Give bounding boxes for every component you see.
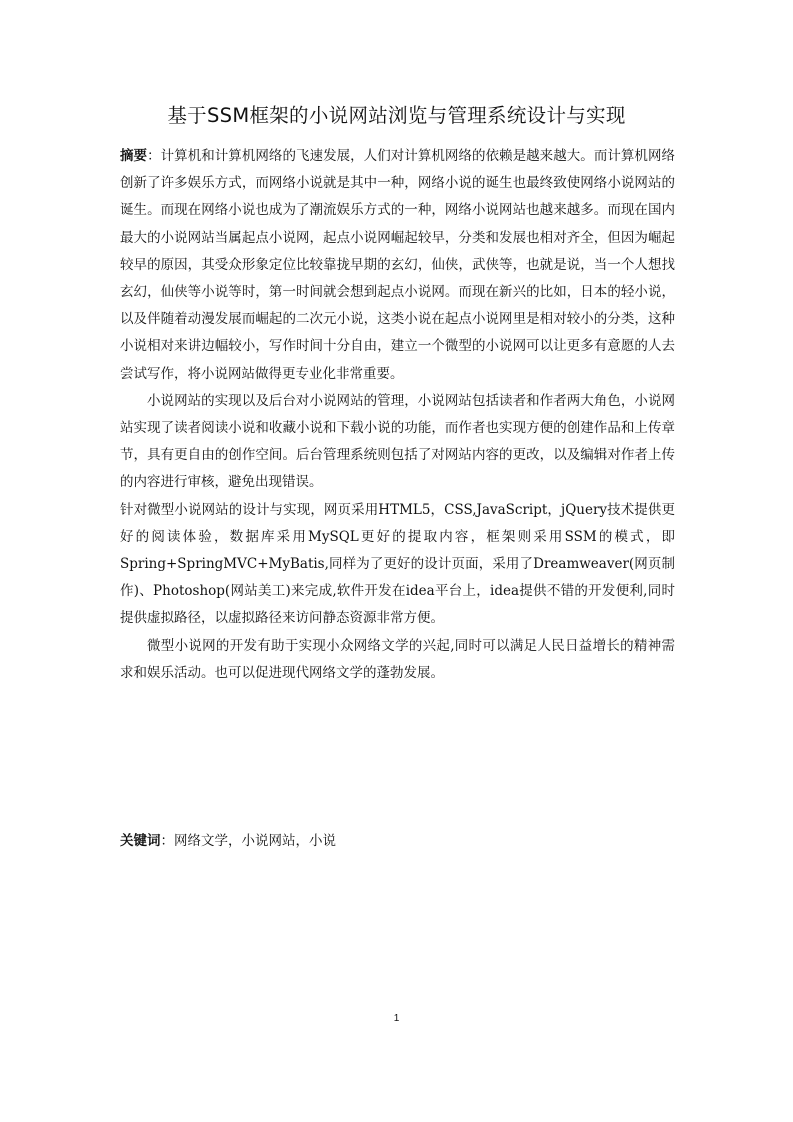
keywords-line [120, 828, 675, 855]
abstract-paragraph-2: 小说网站的实现以及后台对小说网站的管理，小说网站包括读者和作者两大角色，小说网站实现了读者阅读小说和收藏小说和下载小说的功能，而作者也实现方便的创建作品和上传章节，具有更自由的创作空间。后台管理系统则包括了对网站内容的更改，以及编辑对作者上传的内容进行审核，避免出现错误。 [120, 392, 675, 491]
abstract-label: 摘要 [120, 148, 148, 164]
paper-title: 基于SSM框架的小说网站浏览与管理系统设计与实现 [167, 104, 626, 127]
abstract-paragraph-1 [120, 143, 675, 388]
keywords-text: ：网络文学，小说网站，小说 [160, 833, 336, 849]
page-number: 1 [393, 1013, 400, 1024]
abstract-paragraph-1-text: ：计算机和计算机网络的飞速发展，人们对计算机网络的依赖是越来越大。而计算机网络创新了许多娱乐方式，而网络小说就是其中一种，网络小说的诞生也最终致使网络小说网站的诞生。而现在网络小说也成为了潮流娱乐方式的一种，网络小说网站也越来越多。而现在国内最大的小说网站当属起点小说网，起点小说网崛起较早，分类和发展也相对齐全，但因为崛起较早的原因，其受众形象定位比较靠拢早期的玄幻，仙侠，武侠等，也就是说，当一个人想找玄幻，仙侠等小说等时，第一时间就会想到起点小说网。而现在新兴的比如，日本的轻小说，以及伴随着动漫发展而崛起的二次元小说，这类小说在起点小说网里是相对较小的分类，这种小说相对来讲边幅较小，写作时间十分自由，建立一个微型的小说网可以让更多有意愿的人去尝试写作，将小说网站做得更专业化非常重要。 [120, 148, 676, 382]
keywords-label: 关键词 [120, 833, 161, 849]
abstract-section [120, 143, 675, 687]
abstract-paragraph-4: 微型小说网的开发有助于实现小众网络文学的兴起,同时可以满足人民日益增长的精神需求和娱乐活动。也可以促进现代网络文学的蓬勃发展。 [120, 637, 675, 681]
abstract-paragraph-3: 针对微型小说网站的设计与实现，网页采用HTML5，CSS,JavaScript，jQuery技术提供更好的阅读体验，数据库采用MySQL更好的提取内容，框架则采用SSM的模式，即Spring+SpringMVC+MyBatis,同样为了更好的设计页面，采用了Dreamweaver(网页制作)、Photoshop(网站美工)来完成,软件开发在idea平台上，idea提供不错的开发便利,同时提供虚拟路径，以虚拟路径来访问静态资源非常方便。 [120, 501, 675, 627]
